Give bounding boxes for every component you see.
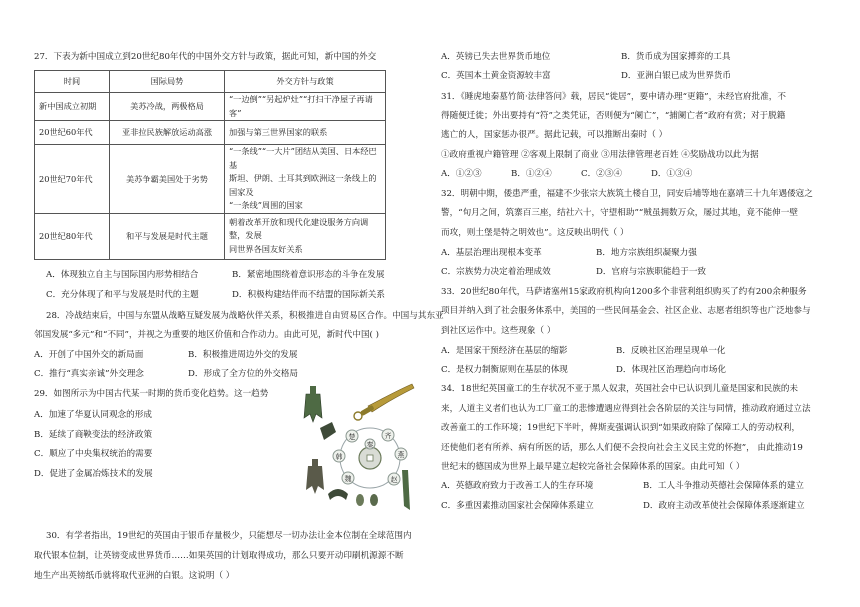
q29-stem: 29．如图所示为中国古代某一时期的货币变化趋势。这一趋势 [34,389,269,399]
q33-option-c: C．是权力制衡原则在基层的体现 [441,365,568,375]
q27-option-d: D．积极构建结伴而不结盟的国际新关系 [232,290,385,300]
q32-option-d: D．官府与宗族职能趋于一致 [596,267,707,277]
table-cell: 亚非拉民族解放运动高涨 [110,121,225,145]
table-cell: 20世纪70年代 [35,145,110,214]
q34-stem-line5: 世纪末的德国成为世界上最早建立起较完备社会保障体系的国家。由此可知（ ） [441,462,745,472]
state-label: 燕 [397,451,405,459]
q34-option-b: B．工人斗争推动英德社会保障体系的建立 [643,481,805,491]
table-row [35,213,386,259]
q29-option-a: A．加速了华夏认同观念的形成 [34,410,152,420]
state-label: 楚 [348,433,356,441]
q32-option-a: A．基层治理出现根本变革 [441,248,542,258]
state-label: 赵 [390,476,398,484]
q27-policy-table [34,70,386,260]
spade-coin-bottom-icon [306,459,324,494]
q31-option-d: D．①③④ [651,169,693,179]
q30-option-c: C．英国本土黄金资源较丰富 [441,71,551,81]
q33-option-d: D．体现社区治理趋向市场化 [616,365,727,375]
table-cell: 加强与第三世界国家的联系 [225,121,386,145]
q32-stem-line2: 警，“旬月之间，筑寨百三座，结社六十，守望相助”“贼虽拥数万众，屡过其地，竟不能伸一壁 [441,208,798,218]
table-row [35,145,386,214]
q30-option-b: B．货币成为国家搏弈的工具 [621,52,731,62]
q31-option-c: C．②③④ [581,169,622,179]
q33-stem-line1: 33．20世纪80年代，马萨诸塞州15家政府机构向1200多个非营利组织购买了约有200余种服务 [441,287,807,297]
q28-stem-line2: 邻国发展“多元”和“不同”，并视之为重要的地区价值和合作动力。由此可见，新时代中国( ) [34,330,379,340]
q34-option-d: D．政府主动改革使社会保障体系逐渐建立 [643,501,805,511]
q31-stem-line1: 31．《睡虎地秦墓竹简·法律答问》载，居民“徙居”，要申请办理“更籍”，未经官府批准，不 [441,92,786,102]
q33-stem-line2: 项目并纳入到了社会服务体系中，美国的一些民间基金会、社区企业、志愿者组织等也广泛地参与 [441,306,811,316]
q33-stem-line3: 到社区运作中。这些现象（ ） [441,326,556,336]
ant-nose-coin-icon [356,494,378,506]
table-cell: 和平与发展是时代主题 [110,213,225,259]
q32-option-c: C．宗族势力决定着治理成效 [441,267,551,277]
state-label: 韩 [335,453,343,461]
q29-option-c: C．顺应了中央集权统治的需要 [34,449,153,459]
q34-option-a: A．英德政府致力于改善工人的生存环境 [441,481,594,491]
table-header: 外交方针与政策 [225,71,386,93]
knife-coin-long-icon [402,470,410,510]
table-header: 时间 [35,71,110,93]
q33-option-a: A．是国家干预经济在基层的缩影 [441,346,568,356]
knife-coin-icon [354,384,414,420]
state-label: 秦 [366,441,374,449]
q30-option-a: A．英镑已失去世界货币地位 [441,52,551,62]
q28-option-a: A．开创了中国外交的新局面 [34,350,144,360]
q29-option-b: B．延续了商鞅变法的经济政策 [34,430,153,440]
q34-stem-line4: 还使他们老有所养、病有所医的话，那么人们便不会投向社会主义民主党的怀抱”， 由此推动19 [441,443,803,453]
q31-option-a: A．①②③ [441,169,482,179]
table-row [35,121,386,145]
q27-stem: 27．下表为新中国成立到20世纪80年代的中国外交方针与政策，据此可知，新中国的外交 [34,52,377,62]
q31-items: ①政府重视户籍管理 ②客观上限制了商业 ③用法律管理老百姓 ④奖励战功以此为据 [441,150,759,160]
q30-option-d: D．亚洲白银已成为世界货币 [621,71,732,81]
table-cell: 20世纪60年代 [35,121,110,145]
q31-stem-line3: 逃亡的人，国家惩办很严。据此记载，可以推断出秦时（ ） [441,130,668,140]
table-cell: 朝着改革开放和现代化建设服务方向调整，发展 同世界各国友好关系 [225,213,386,259]
q27-option-c: C．充分体现了和平与发展是时代的主题 [46,290,199,300]
q34-option-c: C．多重因素推动国家社会保障体系建立 [441,501,594,511]
table-row [35,93,386,121]
ancient-coins-figure [302,382,420,512]
table-cell: “一边倒”“另起炉灶”“打扫干净屋子再请客” [225,93,386,121]
q30-stem-line1: 30．有学者指出，19世纪的英国由于银币存量极少，只能想尽一切办法让金本位制在全球范围内 [46,531,412,541]
q27-option-a: A．体现独立自主与国际国内形势相结合 [46,270,199,280]
q33-option-b: B．反映社区治理呈现单一化 [616,346,726,356]
q27-option-b: B．紧密地围绕着意识形态的斗争在发展 [232,270,385,280]
table-cell: 20世纪80年代 [35,213,110,259]
bridge-coin-icon [328,489,348,500]
q28-option-d: D．形成了全方位的外交格局 [188,369,299,379]
table-cell: 美苏争霸美国处于劣势 [110,145,225,214]
state-label: 魏 [344,475,352,483]
q34-stem-line3: 改善童工的工作环境；19世纪下半叶，俾斯麦强调认识到“如果政府除了保障工人的劳动权利， [441,423,801,433]
state-label: 齐 [384,432,392,440]
table-cell: “一条线”“一大片”团结从美国、日本经巴基 斯坦、伊朗、土耳其到欧洲这一条线上的国家及 “一条线”周围的国家 [225,145,386,214]
q31-stem-line2: 得随便迁徙；外出要持有“符”之类凭证，否则便为“阑亡”，“捕阑亡者”政府有赏；对于脱籍 [441,111,786,121]
table-header: 国际局势 [110,71,225,93]
q32-option-b: B．地方宗族组织凝聚力强 [596,248,697,258]
q28-stem-line1: 28．冷战结束后，中国与东盟从战略互疑发展为战略伙伴关系，积极推进自由贸易区合作。中国与其东亚 [46,311,444,321]
table-cell: 美苏冷战，两极格局 [110,93,225,121]
q34-stem-line1: 34．18世纪英国童工的生存状况不亚于黑人奴隶，英国社会中已认识到儿童是国家和民族的未 [441,384,799,394]
q32-stem-line3: 而攻，则土堡是特之明效也”。这反映出明代（ ） [441,228,629,238]
q34-stem-line2: 来，人道主义者们也认为工厂童工的悲惨遭遇应得到社会各阶层的关注与同情，推动政府通过立法 [441,404,811,414]
q30-stem-line3: 地生产出英镑纸币就将取代亚洲的白银。这说明（ ） [34,571,235,581]
table-cell: 新中国成立初期 [35,93,110,121]
q29-option-d: D．促进了金属冶炼技术的发展 [34,469,153,479]
spade-coin-icon [304,386,322,422]
q30-stem-line2: 取代银本位制，让英镑变成世界货币……如果英国的计划取得成功，那么只要开动印刷机源源不断 [34,551,404,561]
q28-option-c: C．推行“真实亲诚”外交理念 [34,369,144,379]
knife-coin-dark-icon [320,422,336,440]
q31-option-b: B．①②④ [511,169,552,179]
q32-stem-line1: 32．明朝中期，倭患严重，福建不少张宗大族筑土楼自卫，同安后埔等地在嘉靖三十九年遇倭寇之 [441,189,813,199]
q28-option-b: B．积极推进周边外交的发展 [188,350,298,360]
